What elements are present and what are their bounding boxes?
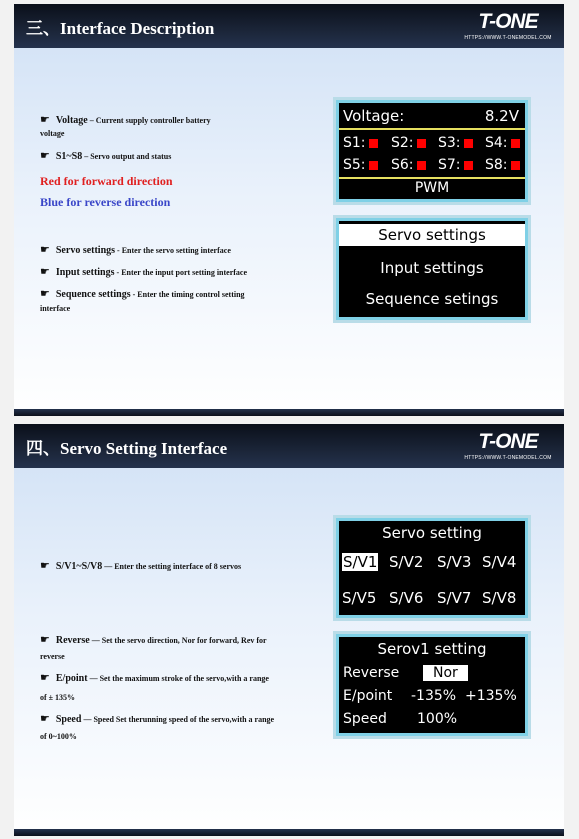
servo-item-sv4[interactable]: S/V4 — [482, 553, 517, 571]
logo-url: HTTPS://WWW.T-ONEMODEL.COM — [464, 455, 552, 461]
servo-item-sv2[interactable]: S/V2 — [389, 553, 424, 571]
tone-logo — [462, 10, 554, 44]
epoint-min-value[interactable]: -135% — [411, 688, 457, 704]
slide-title: 三、Interface Description — [26, 19, 215, 38]
slide-bottom-bar — [14, 409, 564, 416]
pointing-hand-icon: ☛ — [40, 634, 50, 646]
reverse-label: Reverse — [343, 665, 400, 681]
reverse-bullet: ☛ Reverse — Set the servo direction, Nor for forward, Rev for — [40, 634, 267, 646]
speed-label: Speed — [343, 711, 387, 727]
servo-status-s5: S5: — [343, 157, 378, 173]
status-lcd-screen — [336, 100, 528, 202]
menu-item-input-settings[interactable]: Input settings — [380, 259, 484, 277]
menu-item-sequence-settings[interactable]: Sequence setings — [365, 290, 499, 308]
servo-item-sv8[interactable]: S/V8 — [482, 589, 517, 607]
status-square-icon — [464, 161, 473, 170]
slide-header — [14, 4, 564, 48]
servo-status-s6: S6: — [391, 157, 426, 173]
pointing-hand-icon: ☛ — [40, 713, 50, 725]
voltage-bullet: ☛ Voltage – Current supply controller battery — [40, 114, 211, 126]
status-square-icon — [369, 139, 378, 148]
servo-status-s2: S2: — [391, 135, 426, 151]
voltage-label: Voltage: — [343, 107, 405, 125]
speed-bullet: ☛ Speed — Speed Set therunning speed of the servo,with a range — [40, 713, 275, 725]
voltage-bullet-cont: voltage — [40, 129, 65, 138]
servo-status-s4: S4: — [485, 135, 520, 151]
servo-item-sv3[interactable]: S/V3 — [437, 553, 472, 571]
input-settings-bullet: ☛ Input settings - Enter the input port setting interface — [40, 266, 248, 278]
pointing-hand-icon: ☛ — [40, 288, 50, 300]
blue-reverse-note: Blue for reverse direction — [40, 195, 171, 209]
servo-status-s1: S1: — [343, 135, 378, 151]
main-menu-lcd-screen — [336, 218, 528, 320]
servo-status-s7: S7: — [438, 157, 473, 173]
mode-label: PWM — [414, 180, 450, 196]
pointing-hand-icon: ☛ — [40, 244, 50, 256]
logo-url: HTTPS://WWW.T-ONEMODEL.COM — [464, 35, 552, 41]
divider — [339, 177, 525, 179]
status-square-icon — [417, 161, 426, 170]
pointing-hand-icon: ☛ — [40, 266, 50, 278]
slide-servo-setting-interface — [14, 424, 564, 836]
sequence-settings-bullet-cont: interface — [40, 304, 71, 313]
divider — [339, 128, 525, 130]
pointing-hand-icon: ☛ — [40, 150, 50, 162]
servo-status-s3: S3: — [438, 135, 473, 151]
slide-bottom-bar — [14, 829, 564, 836]
slide-header — [14, 424, 564, 468]
speed-bullet-cont: of 0~100% — [40, 732, 77, 741]
servo1-setting-lcd-screen — [336, 634, 528, 736]
reverse-value[interactable]: Nor — [423, 665, 468, 681]
logo-text: T-ONE — [478, 430, 538, 453]
sequence-settings-bullet: ☛ Sequence settings - Enter the timing control setting — [40, 288, 245, 300]
pointing-hand-icon: ☛ — [40, 672, 50, 684]
status-square-icon — [511, 161, 520, 170]
red-forward-note: Red for forward direction — [40, 174, 173, 188]
slide-title: 四、Servo Setting Interface — [26, 439, 228, 458]
status-square-icon — [417, 139, 426, 148]
epoint-label: E/point — [343, 688, 393, 704]
servos-bullet: ☛ S1~S8 – Servo output and status — [40, 150, 172, 162]
pointing-hand-icon: ☛ — [40, 114, 50, 126]
status-square-icon — [369, 161, 378, 170]
servo-setting-lcd-screen — [336, 518, 528, 618]
speed-value[interactable]: 100% — [417, 711, 458, 727]
epoint-bullet-cont: of ± 135% — [40, 693, 76, 702]
servo-item-sv6[interactable]: S/V6 — [389, 589, 424, 607]
servo-setting-title: Servo setting — [382, 524, 482, 542]
epoint-max-value[interactable]: +135% — [465, 688, 517, 704]
status-square-icon — [511, 139, 520, 148]
servo-status-s8: S8: — [485, 157, 520, 173]
tone-logo — [462, 430, 554, 464]
servo-item-sv5[interactable]: S/V5 — [342, 589, 377, 607]
epoint-bullet: ☛ E/point — Set the maximum stroke of the servo,with a range — [40, 672, 269, 684]
slide-interface-description — [14, 4, 564, 416]
voltage-value: 8.2V — [484, 107, 519, 125]
menu-item-servo-settings[interactable]: Servo settings — [339, 224, 525, 246]
servo1-setting-title: Serov1 setting — [377, 640, 487, 658]
pointing-hand-icon: ☛ — [40, 560, 50, 572]
reverse-bullet-cont: reverse — [40, 652, 65, 661]
servo-item-sv7[interactable]: S/V7 — [437, 589, 472, 607]
servo-item-sv1[interactable]: S/V1 — [343, 553, 378, 571]
logo-text: T-ONE — [478, 10, 538, 33]
sv-bullet: ☛ S/V1~S/V8 — Enter the setting interface of 8 servos — [40, 560, 242, 572]
status-square-icon — [464, 139, 473, 148]
servo-settings-bullet: ☛ Servo settings - Enter the servo setting interface — [40, 244, 231, 256]
